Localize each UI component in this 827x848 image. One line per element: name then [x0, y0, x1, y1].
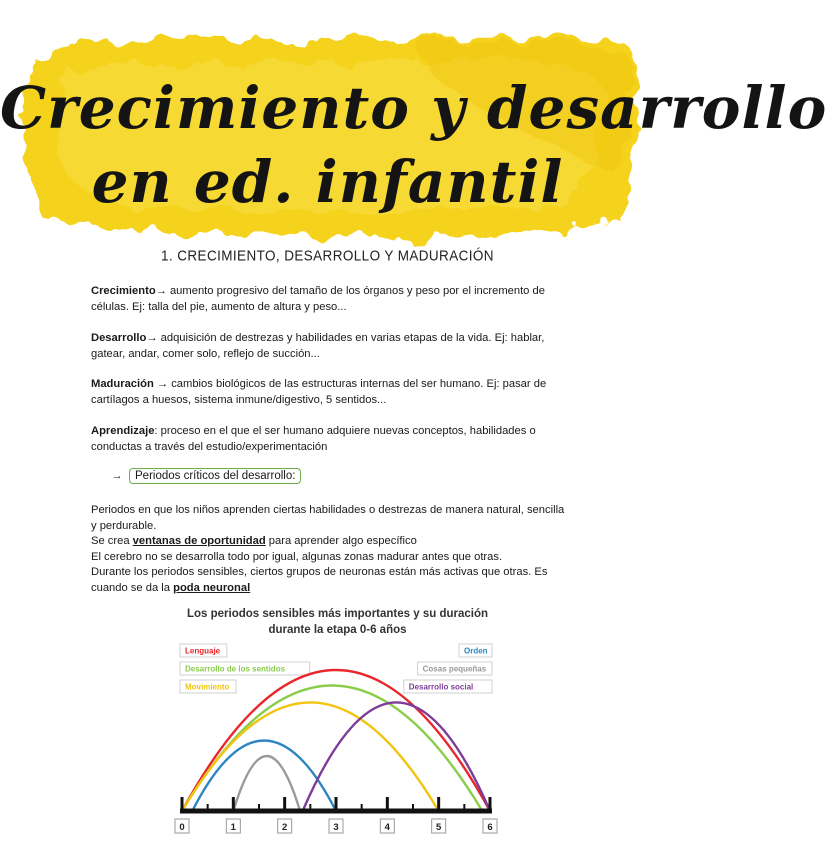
- definition-maduracion: [91, 376, 571, 408]
- text: Durante los periodos sensibles, ciertos grupos de neuronas están más activas que otras. Es cuando se da la: [91, 566, 548, 594]
- critical-periods-text: [91, 503, 571, 596]
- term: Aprendizaje: [91, 425, 155, 437]
- x-tick-label: 2: [282, 822, 288, 833]
- legend-label: Desarrollo de los sentidos: [185, 664, 286, 674]
- x-tick-label: 6: [487, 822, 493, 833]
- definition-desarrollo: [91, 330, 571, 362]
- paragraph: El cerebro no se desarrolla todo por igual, algunas zonas madurar antes que otras.: [91, 550, 503, 563]
- legend-label: Desarrollo social: [408, 682, 474, 692]
- x-tick-label: 5: [436, 822, 442, 833]
- series-curve-orden: [192, 741, 336, 812]
- chart-title-line-1: Los periodos sensibles más importantes y su duración: [187, 608, 488, 620]
- definition-text: cambios biológicos de las estructuras internas del ser humano. Ej: pasar de cartílagos a huesos, sistema inmune/digestivo, 5 sentidos...: [91, 378, 547, 406]
- separator: →: [146, 332, 161, 344]
- legend-label: Lenguaje: [185, 646, 221, 656]
- definition-crecimiento: [91, 283, 571, 315]
- x-tick-label: 3: [333, 822, 339, 833]
- title-banner: [0, 0, 827, 245]
- definition-text: proceso en el que el ser humano adquiere nuevas conceptos, habilidades o conductas a través del estudio/experimentación: [91, 425, 536, 453]
- section-heading: 1. CRECIMIENTO, DESARROLLO Y MADURACIÓN: [161, 247, 494, 264]
- text: Se crea: [91, 535, 133, 547]
- chart-plot: [170, 606, 505, 842]
- paragraph: Periodos en que los niños aprenden ciertas habilidades o destrezas de manera natural, sencilla y perdurable.: [91, 504, 565, 532]
- definition-text: adquisición de destrezas y habilidades en varias etapas de la vida. Ej: hablar, gatear, andar, comer solo, reflejo de succión...: [91, 332, 545, 360]
- paragraph: [91, 565, 571, 596]
- sensitive-periods-chart: [170, 606, 505, 842]
- arrow-right-icon: →: [111, 470, 123, 482]
- legend-label: Orden: [464, 646, 488, 656]
- term: Maduración: [91, 378, 154, 390]
- series-curve-cosas-pequeñas: [233, 756, 300, 811]
- term: Crecimiento: [91, 285, 156, 297]
- separator: →: [153, 378, 172, 390]
- term: Desarrollo: [91, 332, 147, 344]
- separator: →: [155, 285, 170, 297]
- critical-periods-label: Periodos críticos del desarrollo:: [129, 468, 301, 484]
- emphasis-term: ventanas de oportunidad: [132, 535, 266, 547]
- separator: :: [154, 425, 161, 437]
- x-tick-label: 0: [179, 822, 185, 833]
- x-tick-label: 1: [230, 822, 236, 833]
- series-curve-desarrollo-social: [303, 702, 490, 811]
- legend-label: Cosas pequeñas: [422, 664, 487, 674]
- definition-aprendizaje: [91, 423, 571, 455]
- legend-label: Movimiento: [185, 682, 230, 692]
- title-line-1: Crecimiento y desarrollo: [0, 74, 827, 142]
- emphasis-term: poda neuronal: [173, 581, 251, 594]
- title-line-2: en ed. infantil: [91, 148, 564, 216]
- critical-periods-heading: [111, 468, 301, 484]
- paragraph: [91, 534, 571, 550]
- definition-text: aumento progresivo del tamaño de los órganos y peso por el incremento de células. Ej: talla del pie, aumento de altura y peso...: [91, 285, 545, 313]
- x-tick-label: 4: [384, 822, 390, 833]
- text: para aprender algo específico: [265, 535, 417, 547]
- chart-title-line-2: durante la etapa 0-6 años: [268, 624, 407, 636]
